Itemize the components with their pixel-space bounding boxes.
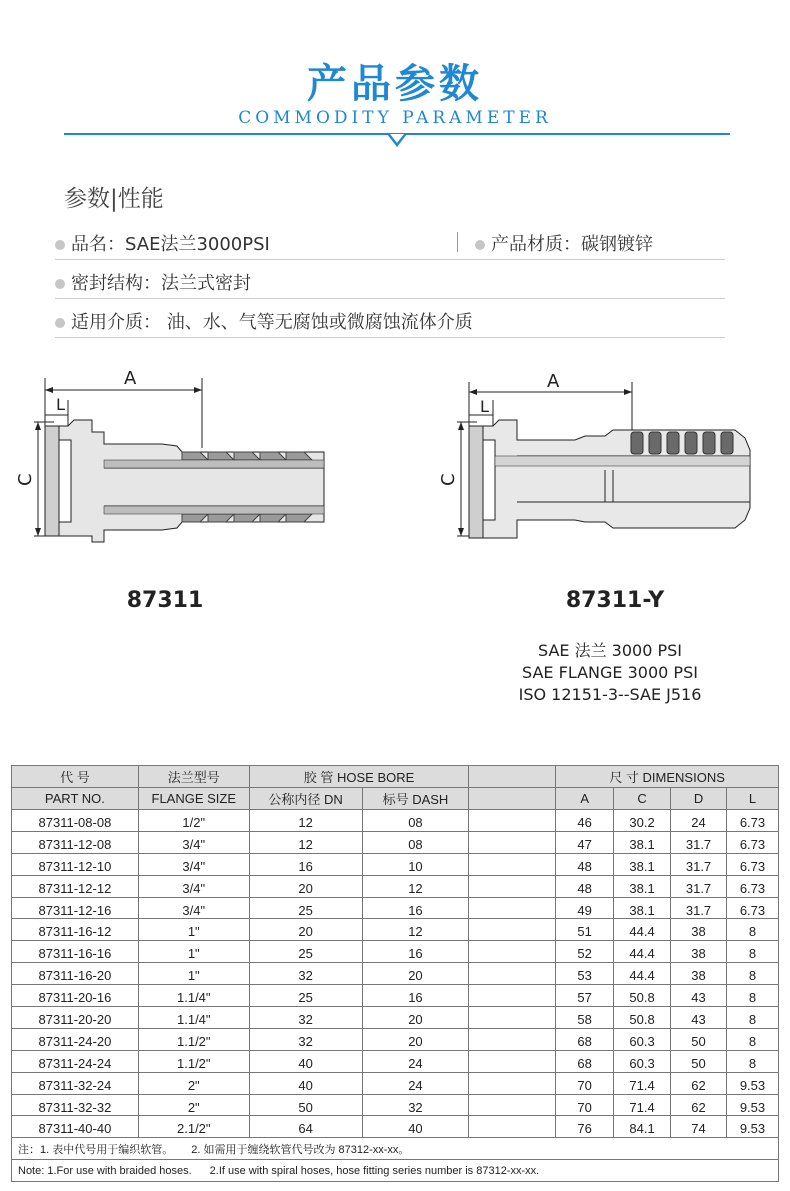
page-title: 产品参数 <box>307 61 483 107</box>
table-row <box>12 941 779 963</box>
table-cell-c: 50.8 <box>614 985 671 1007</box>
table-cell-d: 31.7 <box>671 831 727 853</box>
table-row <box>12 1072 779 1094</box>
table-cell-d: 43 <box>671 1007 727 1029</box>
table-cell-l: 8 <box>726 1050 778 1072</box>
table-cell-a: 57 <box>556 985 614 1007</box>
drawing-label-l: L <box>56 395 65 414</box>
th-l: L <box>726 788 778 810</box>
table-note-cn <box>12 1138 779 1160</box>
table-cell-dash: 08 <box>362 810 469 832</box>
table-cell-flange: 2" <box>138 1072 249 1094</box>
table-note-row-en <box>12 1160 779 1182</box>
section-heading: 参数|性能 <box>64 186 164 212</box>
bullet-icon <box>475 240 485 250</box>
table-row <box>12 1094 779 1116</box>
spec-lines <box>480 640 740 706</box>
table-cell-dn: 32 <box>249 1028 362 1050</box>
table-cell-dash: 12 <box>362 919 469 941</box>
table-cell-dn: 20 <box>249 919 362 941</box>
th-dn: 公称内径 DN <box>249 788 362 810</box>
title-arrow-inner <box>390 134 404 143</box>
table-cell-dn: 12 <box>249 810 362 832</box>
table-cell-l: 6.73 <box>726 831 778 853</box>
table-cell-dn: 12 <box>249 831 362 853</box>
th-flange-size: FLANGE SIZE <box>138 788 249 810</box>
table-row <box>12 963 779 985</box>
table-cell-a: 70 <box>556 1072 614 1094</box>
drawing-label-c: C <box>15 473 36 486</box>
param-name <box>55 230 270 256</box>
th-dimensions: 尺 寸 DIMENSIONS <box>556 766 779 788</box>
table-cell-l: 9.53 <box>726 1116 778 1138</box>
table-cell-dn: 25 <box>249 941 362 963</box>
table-cell-dash: 24 <box>362 1050 469 1072</box>
table-cell-blank <box>469 1072 556 1094</box>
table-cell-dash: 16 <box>362 941 469 963</box>
table-cell-l: 8 <box>726 941 778 963</box>
table-cell-dn: 32 <box>249 1007 362 1029</box>
table-cell-part: 87311-40-40 <box>12 1116 139 1138</box>
th-blank <box>469 766 556 788</box>
table-cell-d: 50 <box>671 1028 727 1050</box>
table-cell-d: 31.7 <box>671 875 727 897</box>
table-cell-l: 8 <box>726 1028 778 1050</box>
table-cell-part: 87311-16-16 <box>12 941 139 963</box>
table-cell-a: 76 <box>556 1116 614 1138</box>
table-note-en <box>12 1160 779 1182</box>
drawing-label-a: A <box>547 371 560 392</box>
table-cell-c: 60.3 <box>614 1050 671 1072</box>
table-cell-flange: 1" <box>138 963 249 985</box>
param-row-media <box>55 300 725 338</box>
table-cell-l: 9.53 <box>726 1094 778 1116</box>
table-cell-blank <box>469 853 556 875</box>
th-blank <box>469 788 556 810</box>
th-a: A <box>556 788 614 810</box>
spec-table <box>11 765 779 1182</box>
table-cell-part: 87311-12-16 <box>12 897 139 919</box>
table-cell-blank <box>469 810 556 832</box>
table-cell-blank <box>469 831 556 853</box>
param-row-name <box>55 222 725 260</box>
table-cell-dash: 16 <box>362 985 469 1007</box>
table-cell-c: 44.4 <box>614 941 671 963</box>
th-part-no: PART NO. <box>12 788 139 810</box>
table-cell-a: 53 <box>556 963 614 985</box>
table-cell-l: 8 <box>726 1007 778 1029</box>
param-material-text: 产品材质：碳钢镀锌 <box>491 234 653 255</box>
table-row <box>12 897 779 919</box>
drawing-label-a: A <box>124 368 137 389</box>
table-cell-part: 87311-32-24 <box>12 1072 139 1094</box>
table-cell-blank <box>469 897 556 919</box>
table-cell-a: 52 <box>556 941 614 963</box>
table-cell-c: 30.2 <box>614 810 671 832</box>
th-dash: 标号 DASH <box>362 788 469 810</box>
table-cell-c: 50.8 <box>614 1007 671 1029</box>
table-cell-flange: 1.1/4" <box>138 985 249 1007</box>
param-name-text: 品名：SAE法兰3000PSI <box>71 234 270 255</box>
table-cell-dn: 50 <box>249 1094 362 1116</box>
table-cell-a: 68 <box>556 1028 614 1050</box>
table-cell-a: 49 <box>556 897 614 919</box>
page-subtitle: COMMODITY PARAMETER <box>238 108 552 128</box>
table-cell-a: 47 <box>556 831 614 853</box>
table-cell-part: 87311-32-32 <box>12 1094 139 1116</box>
table-cell-blank <box>469 919 556 941</box>
table-cell-dash: 32 <box>362 1094 469 1116</box>
th-d: D <box>671 788 727 810</box>
param-media-text: 适用介质： 油、水、气等无腐蚀或微腐蚀流体介质 <box>71 312 473 333</box>
table-cell-blank <box>469 1028 556 1050</box>
table-cell-c: 71.4 <box>614 1094 671 1116</box>
table-head-row-2 <box>12 788 779 810</box>
table-cell-flange: 1.1/4" <box>138 1007 249 1029</box>
table-cell-blank <box>469 875 556 897</box>
table-cell-part: 87311-16-12 <box>12 919 139 941</box>
drawing-label-l: L <box>480 397 489 416</box>
table-row <box>12 985 779 1007</box>
table-cell-c: 71.4 <box>614 1072 671 1094</box>
table-cell-part: 87311-12-10 <box>12 853 139 875</box>
param-material <box>475 230 653 256</box>
table-cell-part: 87311-24-20 <box>12 1028 139 1050</box>
table-row <box>12 1050 779 1072</box>
table-cell-l: 6.73 <box>726 875 778 897</box>
table-cell-part: 87311-12-08 <box>12 831 139 853</box>
th-part-cn: 代 号 <box>12 766 139 788</box>
table-cell-blank <box>469 1116 556 1138</box>
table-cell-d: 62 <box>671 1094 727 1116</box>
param-seal <box>55 269 251 295</box>
table-cell-dn: 40 <box>249 1072 362 1094</box>
table-cell-a: 58 <box>556 1007 614 1029</box>
table-cell-l: 9.53 <box>726 1072 778 1094</box>
table-cell-dn: 32 <box>249 963 362 985</box>
table-cell-dn: 64 <box>249 1116 362 1138</box>
table-cell-dash: 08 <box>362 831 469 853</box>
table-cell-c: 60.3 <box>614 1028 671 1050</box>
table-cell-part: 87311-12-12 <box>12 875 139 897</box>
note-en-2: 2.If use with spiral hoses, hose fitting series number is 87312-xx-xx. <box>209 1164 540 1177</box>
table-cell-a: 68 <box>556 1050 614 1072</box>
note-en-1: Note: 1.For use with braided hoses. <box>18 1164 192 1177</box>
table-cell-part: 87311-24-24 <box>12 1050 139 1072</box>
table-cell-dn: 16 <box>249 853 362 875</box>
table-cell-d: 38 <box>671 919 727 941</box>
table-cell-blank <box>469 985 556 1007</box>
table-row <box>12 875 779 897</box>
table-cell-a: 70 <box>556 1094 614 1116</box>
table-cell-d: 38 <box>671 941 727 963</box>
table-row <box>12 1028 779 1050</box>
table-cell-dash: 24 <box>362 1072 469 1094</box>
param-row-seal <box>55 261 725 299</box>
table-cell-dn: 25 <box>249 897 362 919</box>
table-cell-l: 8 <box>726 963 778 985</box>
table-cell-dash: 20 <box>362 963 469 985</box>
table-cell-c: 84.1 <box>614 1116 671 1138</box>
table-cell-a: 46 <box>556 810 614 832</box>
table-cell-d: 62 <box>671 1072 727 1094</box>
table-cell-d: 50 <box>671 1050 727 1072</box>
table-cell-blank <box>469 1094 556 1116</box>
table-cell-c: 44.4 <box>614 919 671 941</box>
table-cell-flange: 1/2" <box>138 810 249 832</box>
spec-line: SAE 法兰 3000 PSI <box>537 641 682 660</box>
table-cell-flange: 3/4" <box>138 875 249 897</box>
bullet-icon <box>55 318 65 328</box>
table-cell-l: 8 <box>726 919 778 941</box>
table-cell-c: 38.1 <box>614 831 671 853</box>
table-cell-dash: 20 <box>362 1007 469 1029</box>
table-cell-d: 43 <box>671 985 727 1007</box>
table-cell-dash: 20 <box>362 1028 469 1050</box>
drawing-87311-y <box>435 360 765 560</box>
table-cell-flange: 1.1/2" <box>138 1028 249 1050</box>
table-cell-dash: 40 <box>362 1116 469 1138</box>
table-cell-part: 87311-08-08 <box>12 810 139 832</box>
table-row <box>12 919 779 941</box>
table-row <box>12 853 779 875</box>
table-row <box>12 831 779 853</box>
table-cell-a: 48 <box>556 875 614 897</box>
param-media <box>55 308 473 334</box>
table-cell-a: 51 <box>556 919 614 941</box>
table-cell-dn: 40 <box>249 1050 362 1072</box>
table-cell-d: 38 <box>671 963 727 985</box>
table-cell-flange: 1.1/2" <box>138 1050 249 1072</box>
table-cell-blank <box>469 963 556 985</box>
table-cell-l: 6.73 <box>726 810 778 832</box>
table-cell-l: 6.73 <box>726 897 778 919</box>
table-cell-c: 38.1 <box>614 853 671 875</box>
table-row <box>12 810 779 832</box>
table-cell-dn: 25 <box>249 985 362 1007</box>
model-label-87311: 87311 <box>126 588 204 613</box>
table-cell-part: 87311-20-16 <box>12 985 139 1007</box>
th-flange-cn: 法兰型号 <box>138 766 249 788</box>
table-cell-l: 6.73 <box>726 853 778 875</box>
table-cell-flange: 1" <box>138 919 249 941</box>
table-cell-flange: 3/4" <box>138 897 249 919</box>
table-cell-dn: 20 <box>249 875 362 897</box>
param-separator <box>457 232 458 252</box>
spec-line: SAE FLANGE 3000 PSI <box>522 663 698 682</box>
table-cell-a: 48 <box>556 853 614 875</box>
th-hose-bore: 胶 管 HOSE BORE <box>249 766 469 788</box>
note-cn-1: 注：1. 表中代号用于编织软管。 <box>18 1143 174 1156</box>
model-label-87311-y: 87311-Y <box>565 588 665 613</box>
table-cell-flange: 3/4" <box>138 831 249 853</box>
table-cell-part: 87311-20-20 <box>12 1007 139 1029</box>
bullet-icon <box>55 240 65 250</box>
table-head-row-1 <box>12 766 779 788</box>
table-row <box>12 1007 779 1029</box>
table-cell-c: 44.4 <box>614 963 671 985</box>
drawing-87311 <box>12 360 342 560</box>
table-cell-c: 38.1 <box>614 897 671 919</box>
table-cell-l: 8 <box>726 985 778 1007</box>
param-seal-text: 密封结构：法兰式密封 <box>71 273 251 294</box>
table-cell-c: 38.1 <box>614 875 671 897</box>
table-body <box>12 810 779 1138</box>
table-cell-dash: 12 <box>362 875 469 897</box>
table-cell-flange: 3/4" <box>138 853 249 875</box>
table-cell-d: 31.7 <box>671 853 727 875</box>
table-cell-dash: 10 <box>362 853 469 875</box>
th-c: C <box>614 788 671 810</box>
table-cell-d: 31.7 <box>671 897 727 919</box>
table-row <box>12 1116 779 1138</box>
table-note-row-cn <box>12 1138 779 1160</box>
table-cell-blank <box>469 1007 556 1029</box>
table-cell-part: 87311-16-20 <box>12 963 139 985</box>
table-cell-d: 24 <box>671 810 727 832</box>
table-cell-flange: 2" <box>138 1094 249 1116</box>
table-cell-dash: 16 <box>362 897 469 919</box>
table-cell-d: 74 <box>671 1116 727 1138</box>
bullet-icon <box>55 279 65 289</box>
note-cn-2: 2. 如需用于缠绕软管代号改为 87312-xx-xx。 <box>191 1143 410 1156</box>
table-cell-blank <box>469 941 556 963</box>
drawing-label-c: C <box>438 473 459 486</box>
table-cell-flange: 1" <box>138 941 249 963</box>
spec-line: ISO 12151-3--SAE J516 <box>518 685 702 704</box>
table-cell-flange: 2.1/2" <box>138 1116 249 1138</box>
table-cell-blank <box>469 1050 556 1072</box>
